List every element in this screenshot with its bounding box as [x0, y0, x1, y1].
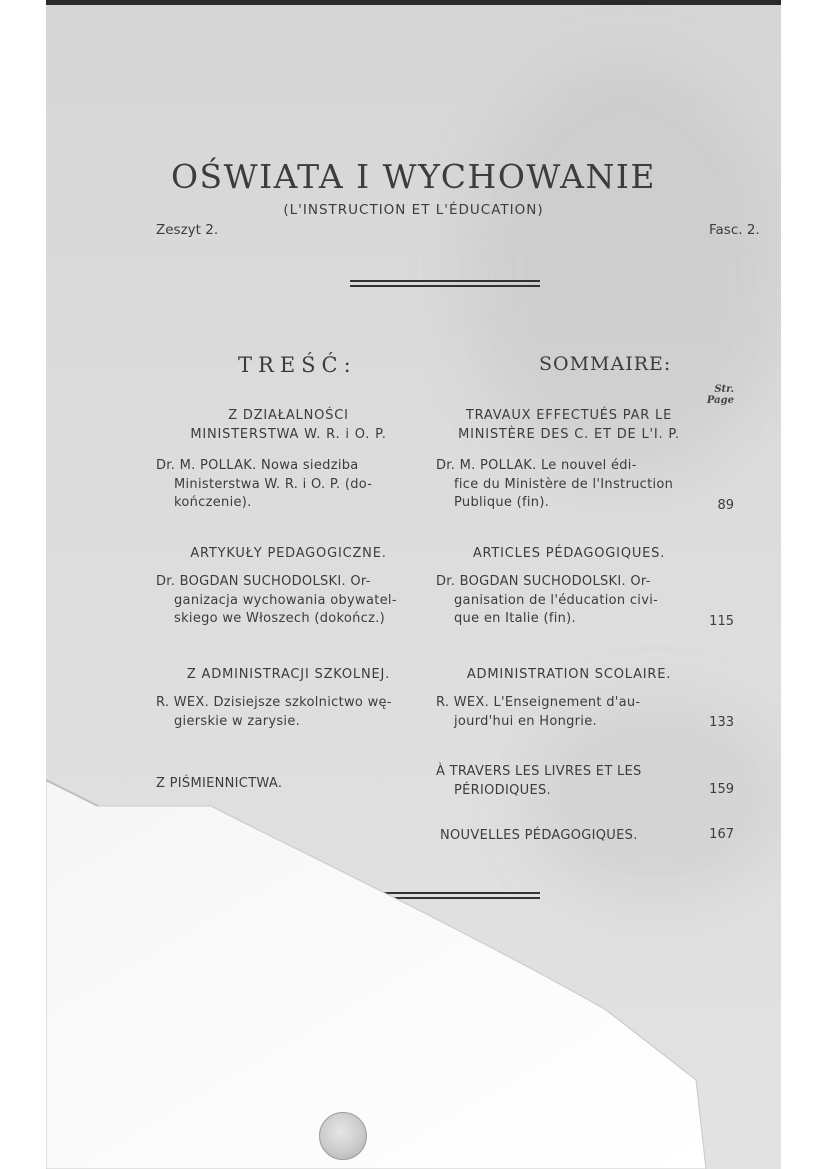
- section-title-fr: ADMINISTRATION SCOLAIRE.: [466, 667, 672, 682]
- journal-subtitle: (L'INSTRUCTION ET L'ÉDUCATION): [283, 202, 544, 218]
- page-number: 167: [709, 827, 734, 842]
- section-title-fr: À TRAVERS LES LIVRES ET LES PÉRIODIQUES.: [436, 764, 642, 798]
- page-number: 115: [709, 614, 734, 629]
- issue-label-fr: Fasc. 2.: [709, 222, 760, 238]
- section-title-fr: TRAVAUX EFFECTUÉS PAR LE MINISTÈRE DES C. ET DE L'I. P.: [458, 408, 680, 442]
- article-entry-pl: R. WEX. Dzisiejsze szkolnictwo wę- gierskie w zarysie.: [156, 695, 392, 729]
- contents-heading-pl: TREŚĆ:: [238, 353, 357, 377]
- section-title-pl: Z ADMINISTRACJI SZKOLNEJ.: [186, 667, 391, 682]
- folded-paper-overlay: [46, 0, 781, 1169]
- punch-hole: [319, 1112, 367, 1160]
- page-number: 159: [709, 782, 734, 797]
- contents-heading-fr: SOMMAIRE:: [539, 353, 672, 375]
- section-title-pl: Z PIŚMIENNICTWA.: [156, 776, 283, 791]
- section-title-fr: NOUVELLES PÉDAGOGIQUES.: [440, 828, 638, 843]
- issue-label-pl: Zeszyt 2.: [156, 222, 219, 238]
- section-title-pl: ARTYKUŁY PEDAGOGICZNE.: [190, 546, 387, 561]
- section-title-pl: Z DZIAŁALNOŚCI MINISTERSTWA W. R. i O. P.: [190, 408, 387, 442]
- article-entry-pl: Dr. BOGDAN SUCHODOLSKI. Or- ganizacja wychowania obywatel- skiego we Włoszech (dokończ.): [156, 574, 397, 626]
- scanned-page: [46, 0, 781, 1169]
- article-entry-fr: Dr. M. POLLAK. Le nouvel édi- fice du Ministère de l'Instruction Publique (fin).: [436, 458, 674, 510]
- page-number: 89: [717, 498, 734, 513]
- section-title-fr: ARTICLES PÉDAGOGIQUES.: [472, 546, 666, 561]
- article-entry-fr: R. WEX. L'Enseignement d'au- jourd'hui en Hongrie.: [436, 695, 641, 729]
- page-number: 133: [709, 715, 734, 730]
- page-column-label: Str. Page: [706, 384, 734, 406]
- article-entry-fr: Dr. BOGDAN SUCHODOLSKI. Or- ganisation de l'éducation civi- que en Italie (fin).: [436, 574, 659, 626]
- article-entry-pl: Dr. M. POLLAK. Nowa siedziba Ministerstwa W. R. i O. P. (do- kończenie).: [156, 458, 373, 510]
- journal-title: OŚWIATA I WYCHOWANIE: [170, 157, 656, 196]
